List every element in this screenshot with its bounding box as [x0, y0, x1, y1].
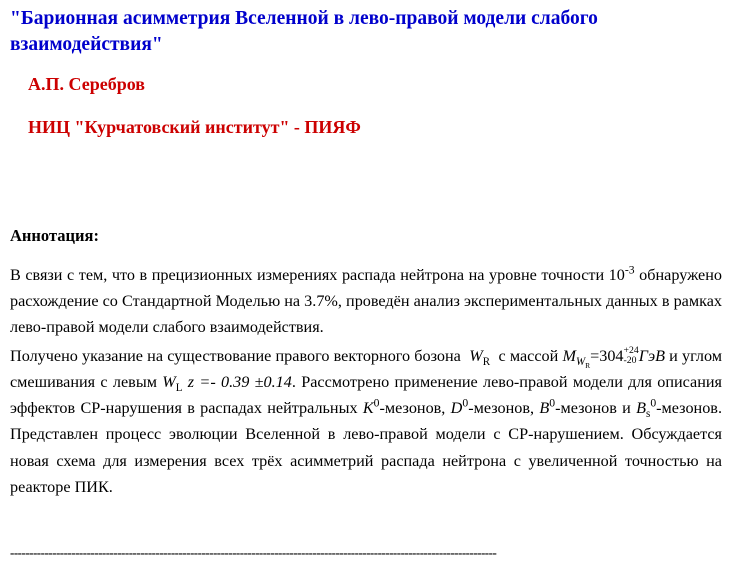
- wr-subscript: R: [482, 355, 491, 368]
- abstract-part1-before: В связи с тем, что в прецизионных измерениях распада нейтрона на уровне точности 10: [10, 266, 625, 284]
- mass-units: ГэВ: [638, 346, 665, 365]
- formula-b-meson: [539, 396, 556, 418]
- b-meson-symbol: B: [539, 399, 550, 418]
- k-meson-superscript: 0: [373, 396, 380, 410]
- section-divider: -------------------------------------------------------------------------------------------------------------------------------: [10, 545, 497, 560]
- mass-upper-error: +24: [623, 345, 639, 357]
- d-meson-superscript: 0: [462, 396, 469, 410]
- abstract-part2b: с массой: [498, 346, 559, 365]
- formula-d-meson: [450, 396, 469, 418]
- abstract-part3: Представлен процесс эволюции Вселенной в лево-правой модели с СР-нарушением. Обсуждается новая схема для измерения всех трёх асимметрий распада нейтрона с увеличенной точностью на реакторе ПИК.: [10, 425, 722, 496]
- d-meson-after: -мезонов,: [468, 399, 535, 418]
- mass-sub-r: R: [585, 361, 591, 371]
- k-meson-after: -мезонов,: [379, 399, 446, 418]
- mixing-angle-value: z =- 0.39 ±0.14: [187, 372, 292, 391]
- bs-meson-symbol: B: [636, 399, 647, 418]
- annotation-heading: Аннотация:: [10, 226, 99, 245]
- abstract-part1-after: обнаружено расхождение со Стандартной Моделью на 3.7%, проведён анализ экспериментальных данных в рамках лево-правой модели слабого взаимодействия.: [10, 266, 722, 337]
- b-meson-superscript: 0: [549, 396, 556, 410]
- formula-wl: [162, 372, 183, 395]
- mass-label: M: [562, 346, 576, 365]
- mass-equals-value: =304: [590, 346, 624, 365]
- mass-sub-w: W: [575, 355, 586, 368]
- mass-subscript: [575, 355, 591, 371]
- author-name: А.П. Серебров: [28, 74, 145, 94]
- k-meson-symbol: K: [362, 399, 374, 418]
- mass-uncertainty: [624, 346, 639, 366]
- wr-symbol: W: [469, 346, 483, 365]
- abstract-text: [10, 262, 722, 502]
- formula-wr: [469, 346, 491, 368]
- abstract-part2c: и углом смешивания с левым: [10, 346, 723, 391]
- page-title: "Барионная асимметрия Вселенной в лево-правой модели слабого взаимодействия": [10, 8, 598, 55]
- formula-mass-wr: [562, 345, 665, 371]
- formula-bs-meson: [636, 396, 657, 421]
- wl-subscript: L: [175, 382, 183, 395]
- wl-symbol: W: [162, 372, 176, 391]
- exponent-minus-three: -3: [624, 263, 635, 277]
- abstract-part2a: Получено указание на существование правого векторного бозона: [10, 346, 461, 365]
- b-meson-after: -мезонов и: [555, 399, 631, 418]
- bs-meson-subscript: s: [646, 408, 651, 421]
- d-meson-symbol: D: [450, 399, 463, 418]
- abstract-paragraph-1: [10, 262, 722, 341]
- bs-meson-after: -мезонов.: [656, 399, 722, 418]
- abstract-paragraph-2: [10, 343, 722, 500]
- mass-lower-error: -20: [623, 355, 637, 367]
- formula-k-meson: [362, 396, 380, 418]
- bs-meson-superscript: 0: [650, 396, 657, 410]
- abstract-part2d: . Рассмотрено применение лево-правой модели для описания эффектов СР-нарушения в распадах нейтральных: [10, 372, 723, 418]
- affiliation: НИЦ "Курчатовский институт" - ПИЯФ: [28, 117, 361, 137]
